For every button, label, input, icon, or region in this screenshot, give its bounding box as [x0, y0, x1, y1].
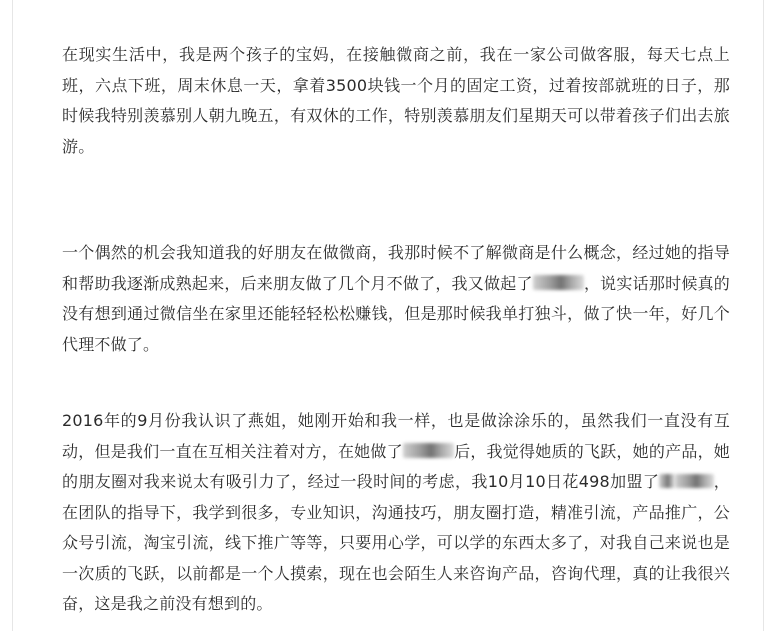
paragraph-2-text-a: 一个偶然的机会我知道我的好朋友在做微商，我那时候不了解微商是什么概念，经过她的指导和帮助我逐渐成熟起来，后来朋友做了几个月不做了，我又做起了 — [62, 243, 730, 293]
blurred-redaction — [659, 474, 675, 488]
paragraph-2 — [62, 238, 730, 360]
blurred-redaction — [533, 275, 584, 289]
blurred-redaction — [403, 443, 454, 457]
paragraph-3 — [62, 406, 730, 620]
paragraph-2-text-b: ，说实话那时候真的没有想到通过微信坐在家里还能轻轻松松赚钱，但是那时候我单打独斗，做了快一年，好几个代理不做了。 — [62, 273, 730, 354]
blurred-redaction — [675, 474, 713, 488]
paragraph-1-text: 在现实生活中，我是两个孩子的宝妈，在接触微商之前，我在一家公司做客服，每天七点上班，六点下班，周末休息一天，拿着3500块钱一个月的固定工资，过着按部就班的日子，那时候我特别羡慕别人朝九晚五，有双休的工作，特别羡慕朋友们星期天可以带着孩子们出去旅游。 — [62, 45, 730, 156]
paragraph-3-text-a: 2016年的9月份我认识了燕姐，她刚开始和我一样，也是做涂涂乐的，虽然我们一直没有互动，但是我们一直在互相关注着对方，在她做了 — [62, 411, 730, 461]
paragraph-1 — [62, 40, 730, 162]
article-page — [12, 0, 764, 631]
paragraph-3-text-b: 后，我觉得她质的飞跃，她的产品，她的朋友圈对我来说太有吸引力了，经过一段时间的考虑，我10月10日花498加盟了 — [62, 441, 731, 491]
paragraph-3-text-c: ，在团队的指导下，我学到很多，专业知识，沟通技巧，朋友圈打造，精准引流，产品推广，公众号引流，淘宝引流，线下推广等等，只要用心学，可以学的东西太多了，对我自己来说也是一次质的飞跃，以前都是一个人摸索，现在也会陌生人来咨询产品，咨询代理，真的让我很兴奋，这是我之前没有想到的。 — [62, 472, 731, 613]
